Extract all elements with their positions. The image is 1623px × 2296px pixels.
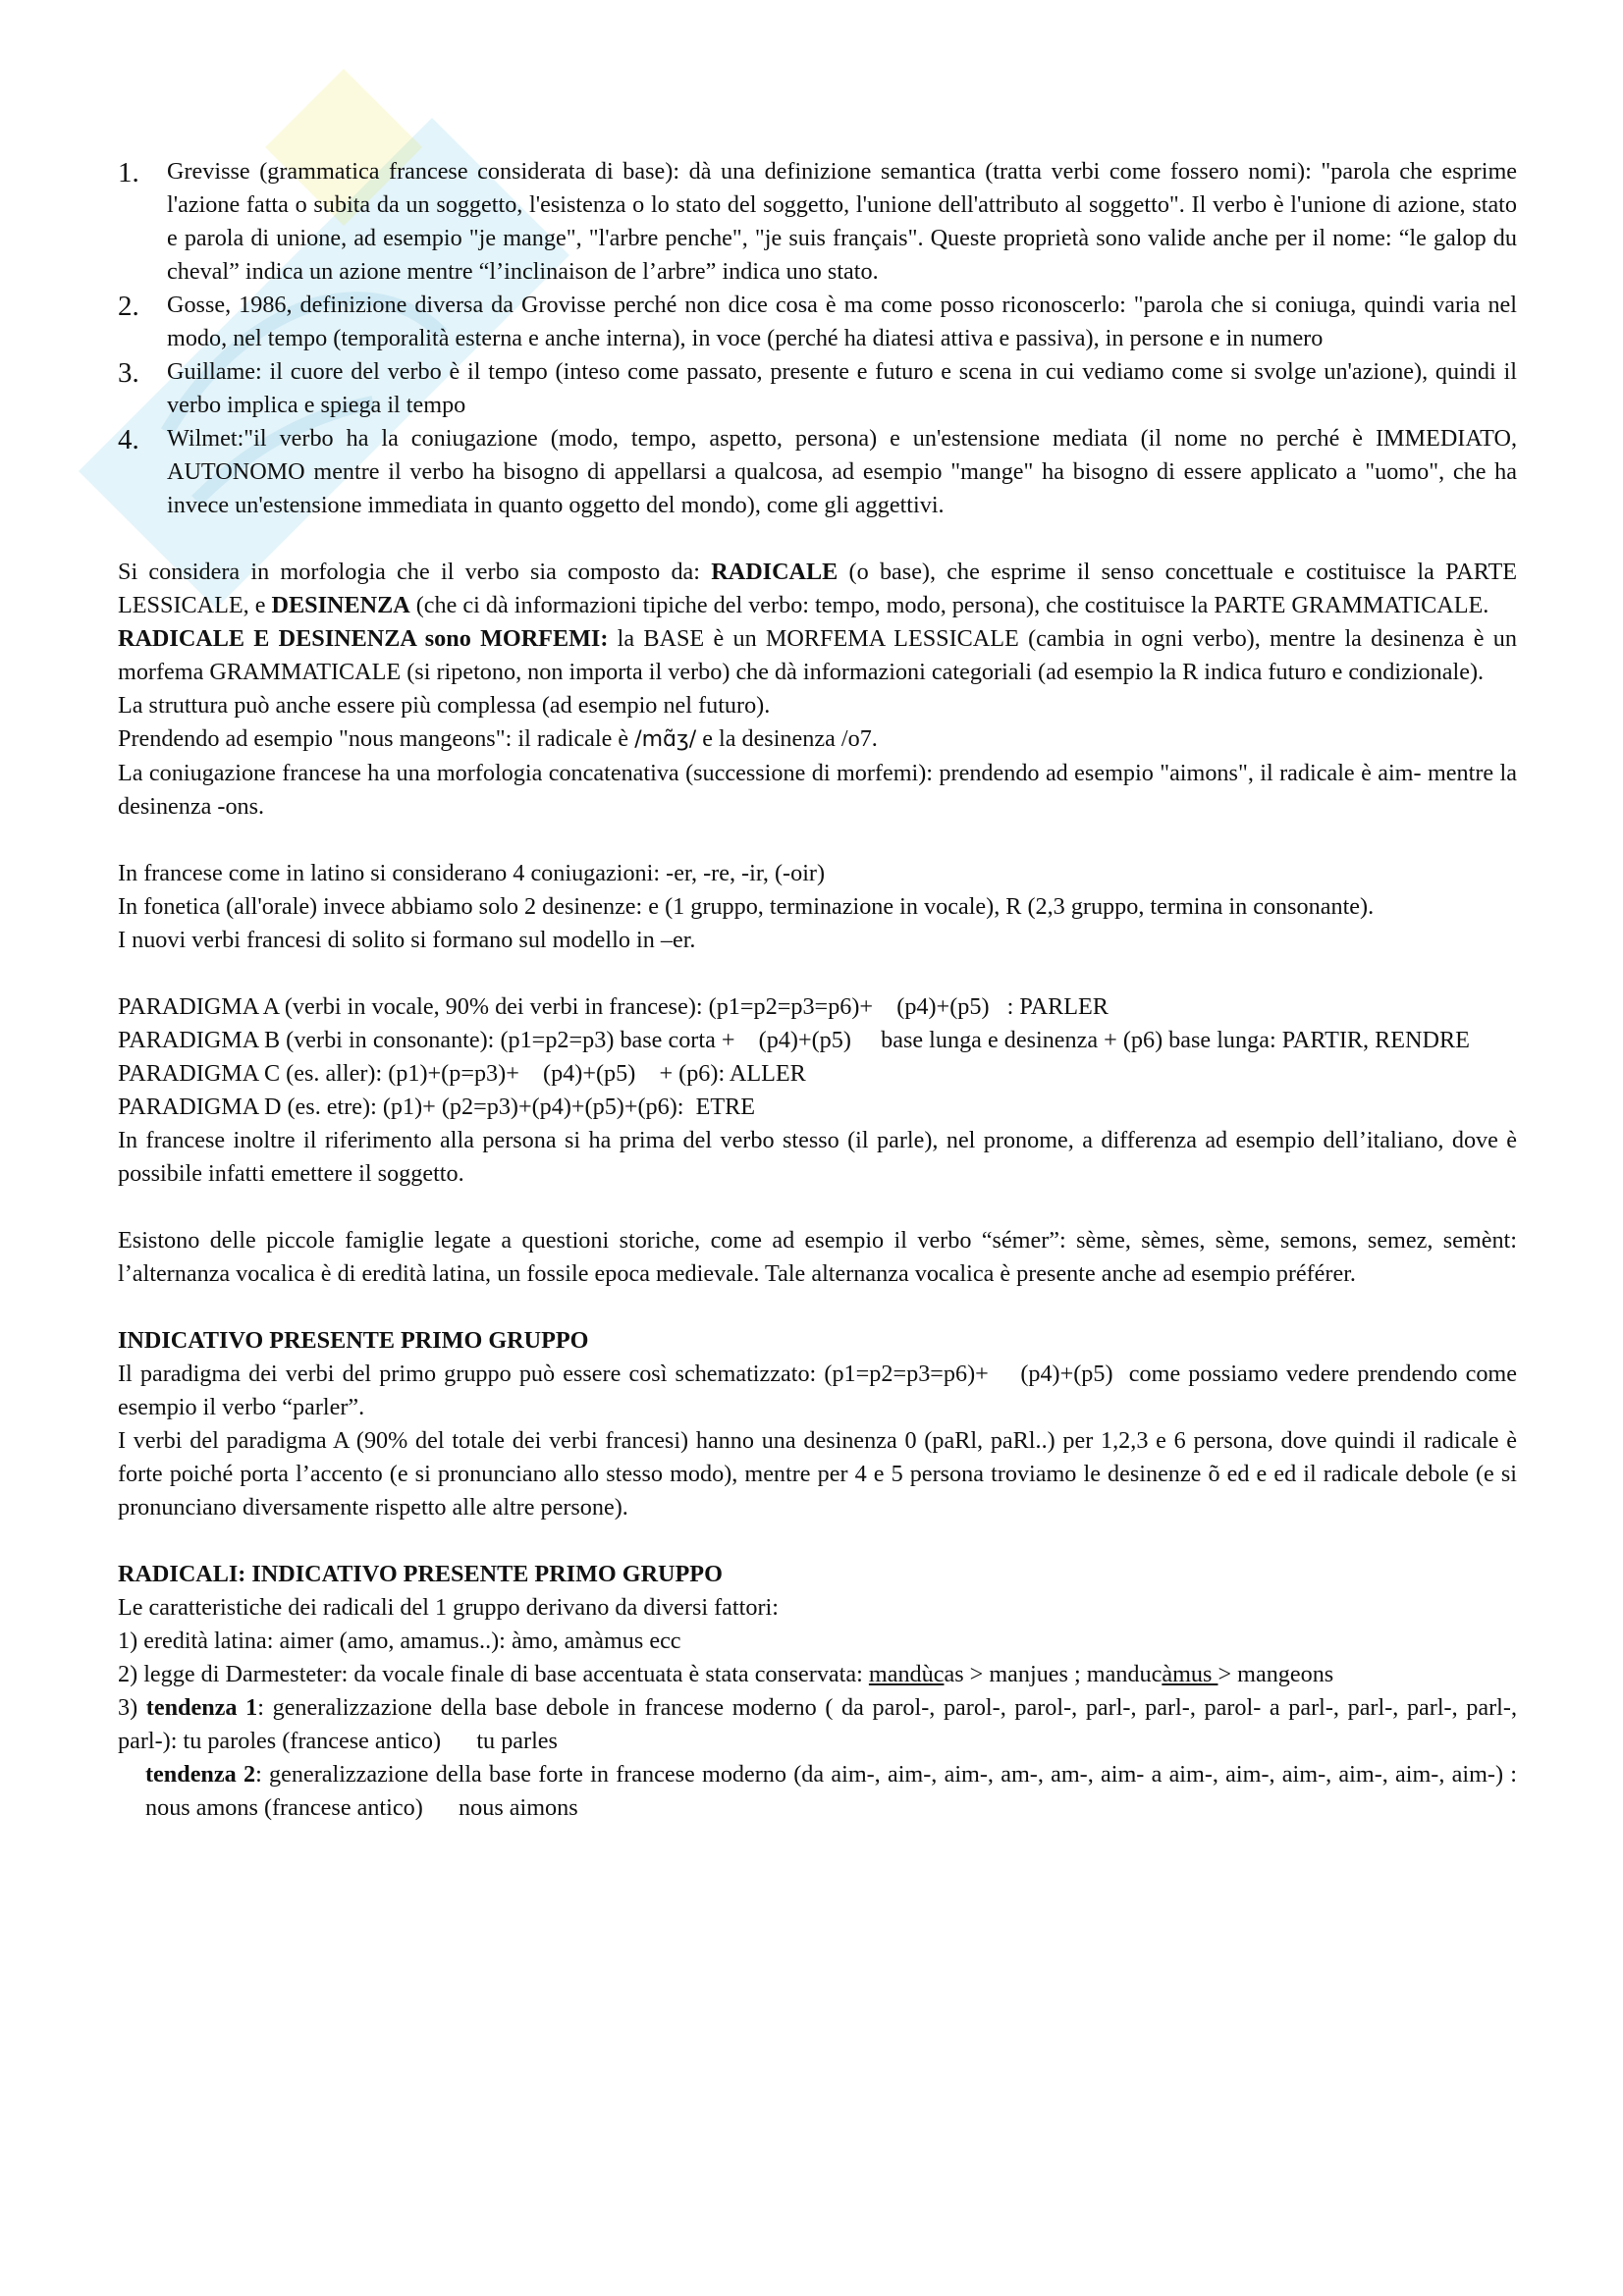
section-heading: RADICALI: INDICATIVO PRESENTE PRIMO GRUPPO: [118, 1561, 723, 1587]
paradigm-c: PARADIGMA C (es. aller): (p1)+(p=p3)+ (p4)+(p5) + (p6): ALLER: [118, 1060, 806, 1087]
definition-text: Wilmet:"il verbo ha la coniugazione (modo, tempo, aspetto, persona) e un'estensione mediata (il nome no perché è IMMEDIATO, AUTONOMO mentre il verbo ha bisogno di appellarsi a qualcosa, ad esempio "mange" ha bisogno di essere applicato a "uomo", che ha invece un'estensione immediata in quanto oggetto del mondo), come gli aggettivi.: [167, 425, 1517, 518]
paradigm-a-paragraph: I verbi del paradigma A (90% del totale dei verbi francesi) hanno una desinenza 0 (paRl, paRl..) per 1,2,3 e 6 persona, dove quindi il radicale è forte poiché porta l’accento (e si pronunciano allo stesso modo), mentre per 4 e 5 persona troviamo le desinenze õ ed e ed il radicale debole (e si pronunciano diversamente rispetto alle altre persone).: [118, 1427, 1517, 1521]
mangeons-example: Prendendo ad esempio "nous mangeons": il radicale è /mɑ̃ʒ/ e la desinenza /o7.: [118, 725, 878, 752]
concatenative-paragraph: La coniugazione francese ha una morfologia concatenativa (successione di morfemi): prendendo ad esempio "aimons", il radicale è aim- mentre la desinenza -ons.: [118, 760, 1517, 820]
list-number: 2.: [118, 291, 139, 322]
definitions-list: [118, 155, 1517, 522]
radicals-item-1: 1) eredità latina: aimer (amo, amamus..): àmo, amàmus ecc: [118, 1628, 681, 1654]
list-item: [118, 155, 1517, 289]
radicals-intro: Le caratteristiche dei radicali del 1 gruppo derivano da diversi fattori:: [118, 1594, 779, 1621]
paradigm-a: PARADIGMA A (verbi in vocale, 90% dei verbi in francese): (p1=p2=p3=p6)+ (p4)+(p5) : PARLER: [118, 993, 1109, 1020]
structure-line: La struttura può anche essere più complessa (ad esempio nel futuro).: [118, 692, 771, 719]
list-item: [118, 422, 1517, 522]
morphology-paragraph: Si considera in morfologia che il verbo sia composto da: RADICALE (o base), che esprime il senso concettuale e costituisce la PARTE LESSICALE, e DESINENZA (che ci dà informazioni tipiche del verbo: tempo, modo, persona), che costituisce la PARTE GRAMMATICALE.: [118, 559, 1518, 618]
phonetics-line: In fonetica (all'orale) invece abbiamo solo 2 desinenze: e (1 gruppo, terminazione in vocale), R (2,3 gruppo, termina in consonante).: [118, 893, 1375, 920]
new-verbs-line: I nuovi verbi francesi di solito si formano sul modello in –er.: [118, 927, 696, 953]
definition-text: Grevisse (grammatica francese considerata di base): dà una definizione semantica (tratta verbi come fossero nomi): "parola che esprime l'azione fatta o subita da un soggetto, l'esistenza o lo stato del soggetto, l'unione dell'attributo al soggetto". Il verbo è l'unione di azione, stato e parola di unione, ad esempio "je mange", "l'arbre penche", "je suis français". Queste proprietà sono valide anche per il nome: “le galop du cheval” indica un azione mentre “l’inclinaison de l’arbre” indica uno stato.: [167, 158, 1517, 285]
section-heading: INDICATIVO PRESENTE PRIMO GRUPPO: [118, 1327, 589, 1354]
list-number: 4.: [118, 424, 139, 455]
families-paragraph: Esistono delle piccole famiglie legate a questioni storiche, come ad esempio il verbo “sémer”: sème, sèmes, sème, semons, semez, semènt: l’alternanza vocalica è di eredità latina, un fossile epoca medievale. Tale alternanza vocalica è presente anche ad esempio préférer.: [118, 1227, 1517, 1287]
paradigm-scheme-paragraph: Il paradigma dei verbi del primo gruppo può essere così schematizzato: (p1=p2=p3=p6)+ (p4)+(p5) come possiamo vedere prendendo come esempio il verbo “parler”.: [118, 1361, 1524, 1420]
conjugations-line: In francese come in latino si considerano 4 coniugazioni: -er, -re, -ir, (-oir): [118, 860, 826, 886]
list-number: 1.: [118, 157, 139, 188]
morphemes-paragraph: RADICALE E DESINENZA sono MORFEMI: la BASE è un MORFEMA LESSICALE (cambia in ogni verbo), mentre la desinenza è un morfema GRAMMATICALE (si ripetono, non importa il verbo) che dà informazioni categoriali (ad esempio la R indica futuro e condizionale).: [118, 625, 1517, 685]
list-item: [118, 289, 1517, 355]
radicals-item-4: tendenza 2: generalizzazione della base forte in francese moderno (da aim-, aim-, aim-, am-, am-, aim- a aim-, aim-, aim-, aim-, aim-, aim-) : nous amons (francese antico) nous aimons: [145, 1761, 1524, 1821]
list-item: [118, 355, 1517, 422]
definition-text: Guillame: il cuore del verbo è il tempo (inteso come passato, presente e futuro e scena in cui vediamo come si svolge un'azione), quindi il verbo implica e spiega il tempo: [167, 358, 1517, 418]
definition-text: Gosse, 1986, definizione diversa da Grovisse perché non dice cosa è ma come posso riconoscerlo: "parola che si coniuga, quindi varia nel modo, nel tempo (temporalità esterna e anche interna), in voce (perché ha diatesi attiva e passiva), in persone e in numero: [167, 292, 1517, 351]
radicals-item-3: 3) tendenza 1: generalizzazione della base debole in francese moderno ( da parol-, parol-, parol-, parl-, parl-, parol- a parl-, parl-, parl-, parl-, parl-): tu paroles (francese antico) tu parles: [118, 1694, 1524, 1754]
paradigm-d: PARADIGMA D (es. etre): (p1)+ (p2=p3)+(p4)+(p5)+(p6): ETRE: [118, 1094, 756, 1120]
radicals-item-2: 2) legge di Darmesteter: da vocale finale di base accentuata è stata conservata: mandùcas > manjues ; manducàmus > mangeons: [118, 1661, 1334, 1687]
paradigm-note: In francese inoltre il riferimento alla persona si ha prima del verbo stesso (il parle), nel pronome, a differenza ad esempio dell’italiano, dove è possibile infatti emettere il soggetto.: [118, 1127, 1517, 1187]
document-body: [118, 155, 1524, 1825]
ipa-transcription: /mɑ̃ʒ/: [634, 727, 697, 752]
paradigm-b: PARADIGMA B (verbi in consonante): (p1=p2=p3) base corta + (p4)+(p5) base lunga e desinenza + (p6) base lunga: PARTIR, RENDRE: [118, 1027, 1470, 1053]
list-number: 3.: [118, 357, 139, 389]
